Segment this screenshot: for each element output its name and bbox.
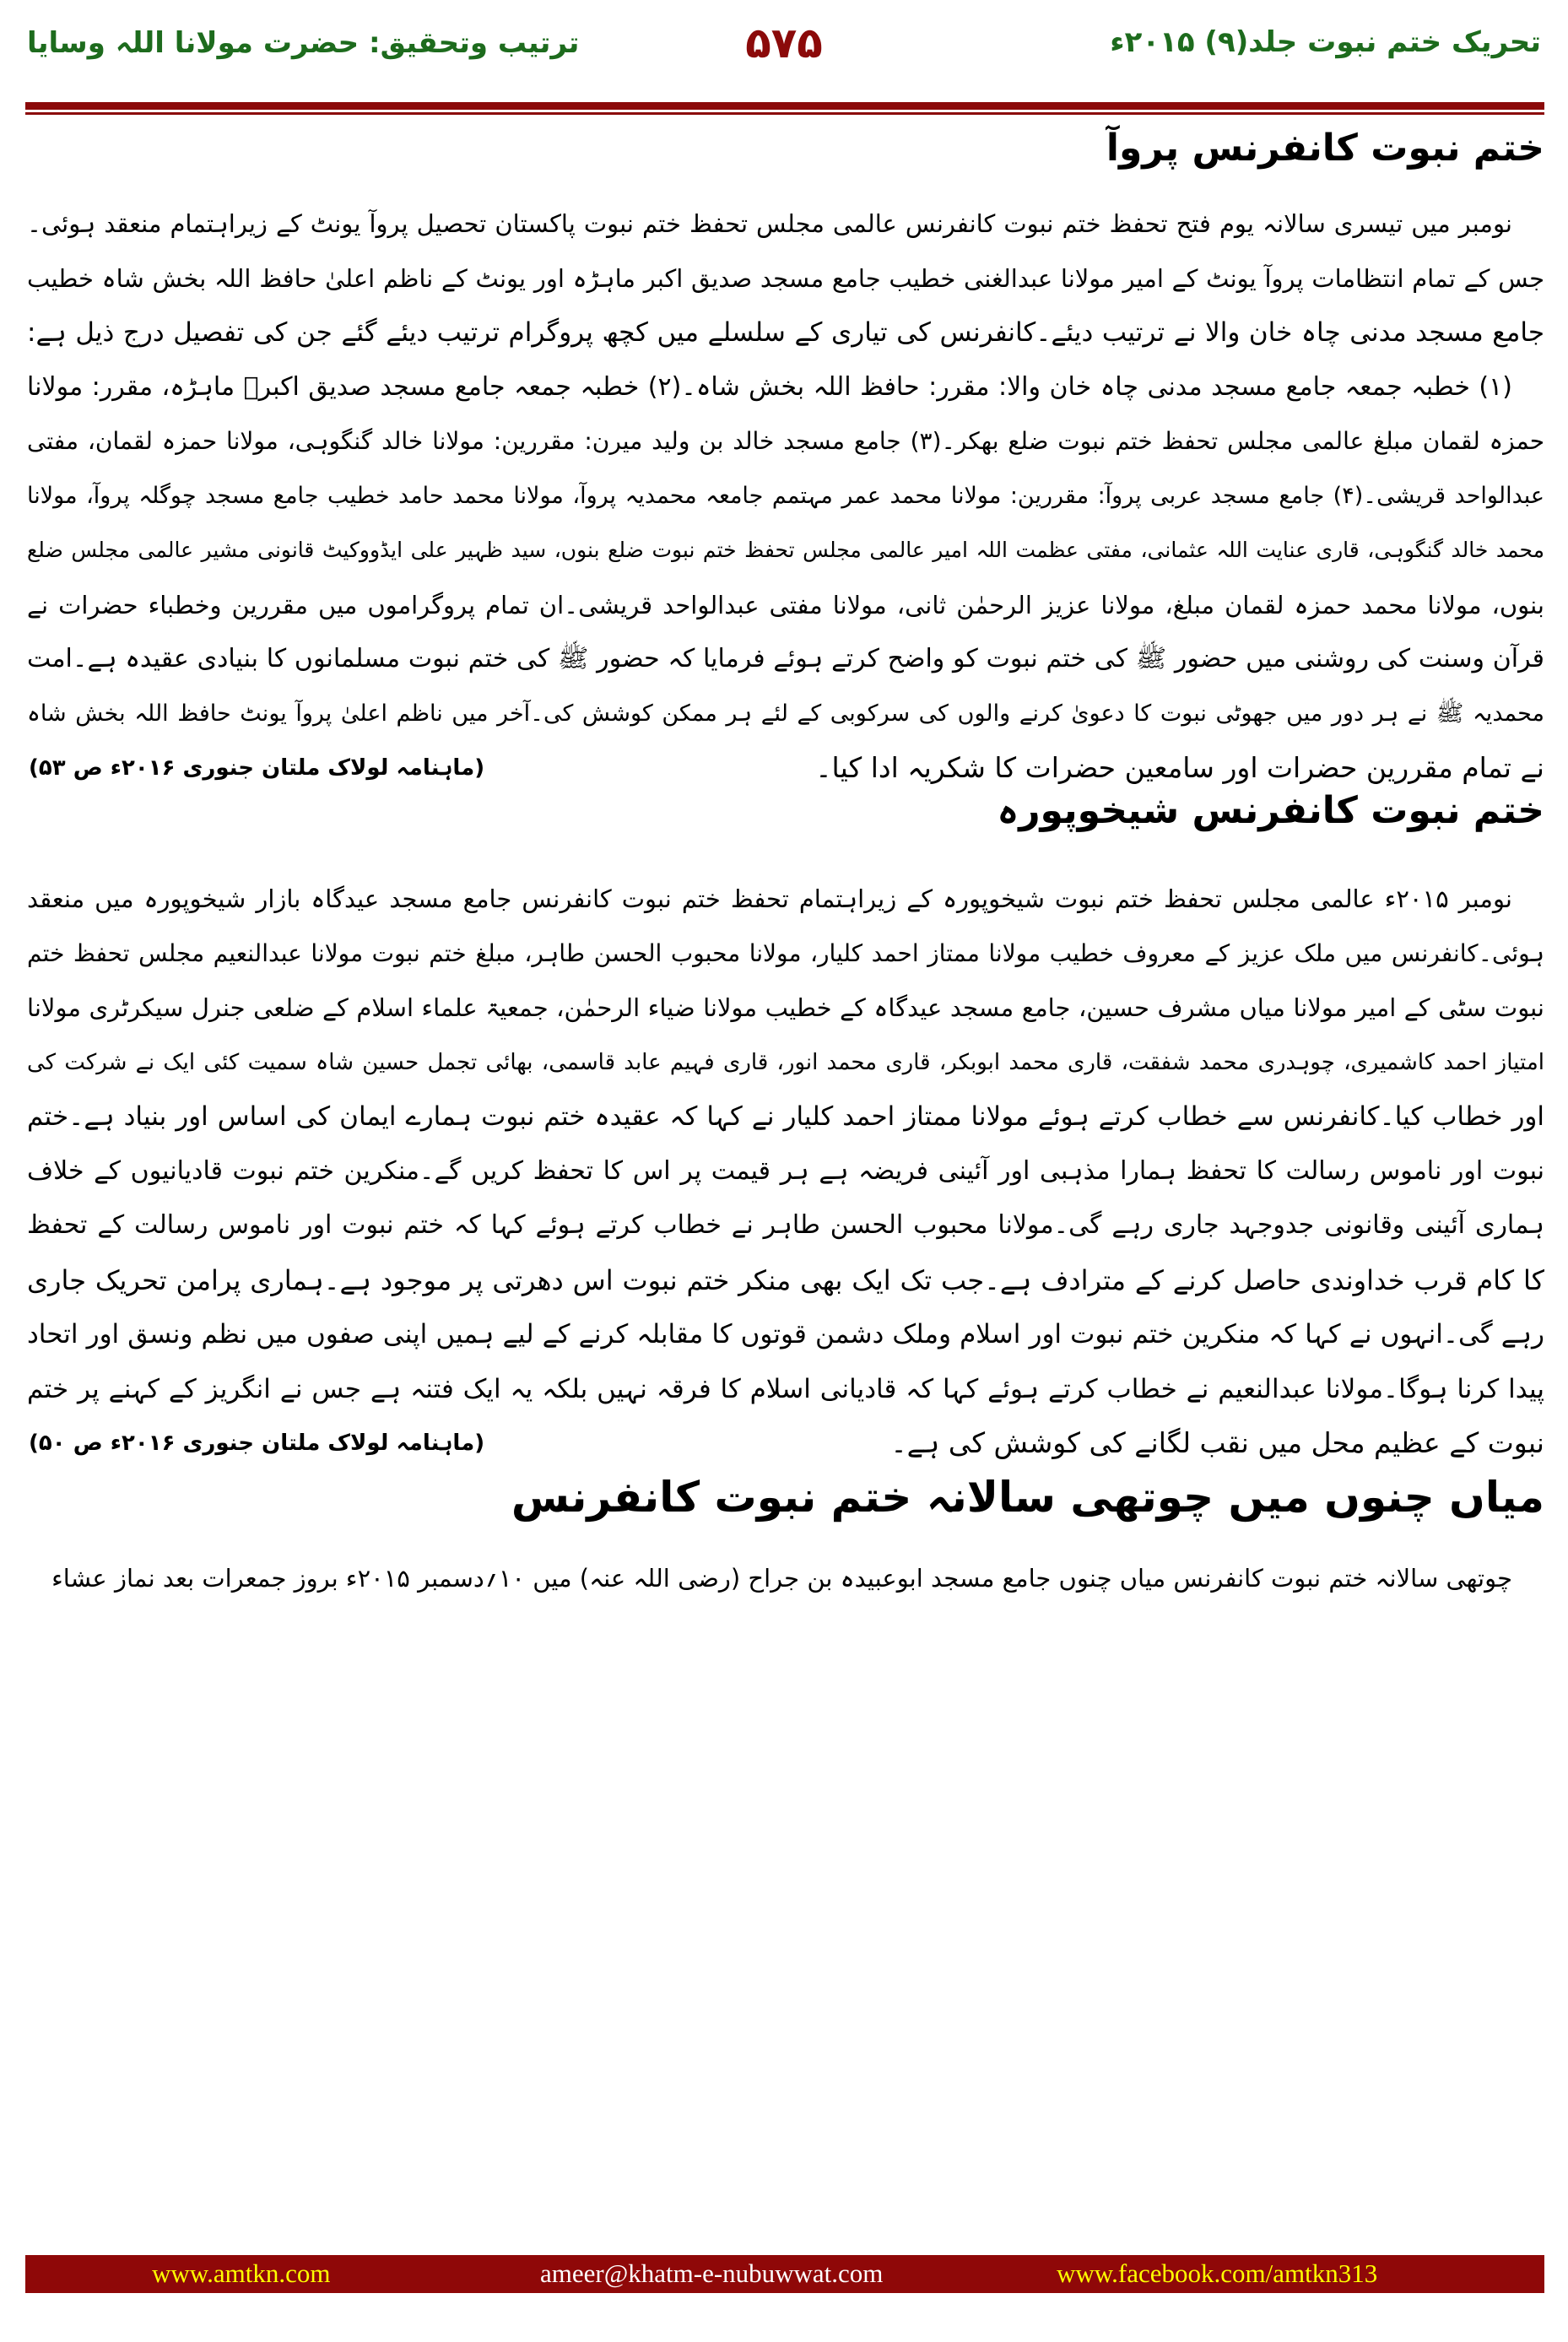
paragraph-line: محمدیہ ﷺ نے ہر دور میں جھوٹی نبوت کا دعویٰ کرنے والوں کی سرکوبی کے لئے ہر ممکن کوشش کی۔آخر میں ناظم اعلیٰ پروآ یونٹ حافظ اللہ بخش شاہ [27,700,1544,727]
paragraph-line: رہے گی۔انہوں نے کہا کہ منکرین ختم نبوت اور اسلام وملک دشمن قوتوں کا مقابلہ کرنے کے لیے ہمیں اپنی صفوں میں نظم ونسق اور اتحاد [27,1319,1544,1349]
paragraph-line: ہوئی۔کانفرنس میں ملک عزیز کے معروف خطیب مولانا ممتاز احمد کلیار، مولانا محبوب الحسن طاہر، مبلغ ختم نبوت مولانا عبدالنعیم مجلس تحفظ ختم [27,938,1544,967]
source-citation: (ماہنامہ لولاک ملتان جنوری ۲۰۱۶ء ص ۵۳) [29,755,485,781]
paragraph-line: نبوت کے عظیم محل میں نقب لگانے کی کوشش کی ہے۔ [890,1426,1544,1459]
paragraph-line: عبدالواحد قریشی۔(۴) جامع مسجد عربی پروآ: مقررین: مولانا محمد عمر مہتمم جامعہ محمدیہ پروآ، مولانا محمد حامد خطیب جامع مسجد چوگلہ پروآ، مولانا [27,482,1544,509]
section-heading: ختم نبوت کانفرنس پروآ [1106,127,1544,170]
paragraph-line: چوتھی سالانہ ختم نبوت کانفرنس میاں چنوں جامع مسجد ابوعبیدہ بن جراح (رضی اللہ عنہ) میں ۱۰؍دسمبر ۲۰۱۵ء بروز جمعرات بعد نماز عشاء [51,1564,1512,1593]
page-number: ۵۷۵ [745,19,823,68]
paragraph-line: نومبر ۲۰۱۵ء عالمی مجلس تحفظ ختم نبوت شیخوپورہ کے زیراہتمام تحفظ ختم نبوت کانفرنس جامع مسجد عیدگاہ بازار شیخوپورہ میں منعقد [27,884,1512,913]
compiler-credit: ترتیب وتحقیق: حضرت مولانا اللہ وسایا [27,26,580,60]
paragraph-line: اور خطاب کیا۔کانفرنس سے خطاب کرتے ہوئے مولانا ممتاز احمد کلیار نے کہا کہ عقیدہ ختم نبوت ہمارے ایمان کی اساس اور بنیاد ہے۔ختم [27,1101,1544,1132]
footer-email-link[interactable]: ameer@khatm-e-nubuwwat.com [540,2258,884,2288]
paragraph-line: پیدا کرنا ہوگا۔مولانا عبدالنعیم نے خطاب کرتے ہوئے کہا کہ قادیانی اسلام کا فرقہ نہیں بلکہ یہ ایک فتنہ ہے جس نے انگریز کے کہنے پر ختم [27,1373,1544,1404]
footer-website-link[interactable]: www.amtkn.com [152,2258,331,2288]
paragraph-line: (۱) خطبہ جمعہ جامع مسجد مدنی چاہ خان والا: مقرر: حافظ اللہ بخش شاہ۔(۲) خطبہ جمعہ جامع مسجد صدیق اکبرؓ ماہڑہ، مقرر: مولانا [27,371,1512,402]
paragraph-line: نے تمام مقررین حضرات اور سامعین حضرات کا شکریہ ادا کیا۔ [815,751,1544,784]
paragraph-line: امتیاز احمد کاشمیری، چوہدری محمد شفقت، قاری محمد ابوبکر، قاری محمد انور، قاری فہیم عابد قاسمی، بھائی تجمل حسین شاہ سمیت کئی ایک نے شرکت کی [27,1049,1544,1075]
paragraph-line: نبوت اور ناموس رسالت کا تحفظ ہمارا مذہبی اور آئینی فریضہ ہے ہر قیمت پر اس کا تحفظ کریں گے۔منکرین ختم نبوت قادیانیوں کے خلاف [27,1155,1544,1186]
paragraph-line: کا کام قرب خداوندی حاصل کرنے کے مترادف ہے۔جب تک ایک بھی منکر ختم نبوت اس دھرتی پر موجود ہے۔ہماری پرامن تحریک جاری [27,1263,1544,1296]
paragraph-line: جس کے تمام انتظامات پروآ یونٹ کے امیر مولانا عبدالغنی خطیب جامع مسجد صدیق اکبر ماہڑہ اور یونٹ کے ناظم اعلیٰ حافظ اللہ بخش شاہ خطیب [27,263,1544,293]
header-rule-thin [25,112,1544,115]
book-title: تحریک ختم نبوت جلد(۹) ۲۰۱۵ء [1110,25,1541,59]
paragraph-line: نومبر میں تیسری سالانہ یوم فتح تحفظ ختم نبوت کانفرنس عالمی مجلس تحفظ ختم نبوت پاکستان تحصیل پروآ یونٹ کے زیراہتمام منعقد ہوئی۔ [27,209,1512,238]
source-citation: (ماہنامہ لولاک ملتان جنوری ۲۰۱۶ء ص ۵۰) [29,1431,485,1456]
footer-facebook-link[interactable]: www.facebook.com/amtkn313 [1057,2258,1378,2288]
footer-bar [25,2255,1544,2293]
section-heading: ختم نبوت کانفرنس شیخوپورہ [997,789,1544,832]
paragraph-line: بنوں، مولانا محمد حمزہ لقمان مبلغ، مولانا عزیز الرحمٰن ثانی، مولانا مفتی عبدالواحد قریشی۔ان تمام پروگراموں میں مقررین وخطباء حضرات نے [27,590,1544,619]
paragraph-line: ہماری آئینی وقانونی جدوجہد جاری رہے گی۔مولانا محبوب الحسن طاہر نے خطاب کرتے ہوئے کہا کہ ختم نبوت اور ناموس رسالت کے تحفظ [27,1210,1544,1240]
paragraph-line: جامع مسجد مدنی چاہ خان والا نے ترتیب دیئے۔کانفرنس کی تیاری کے سلسلے میں کچھ پروگرام ترتیب دیئے گئے جن کی تفصیل درج ذیل ہے: [27,317,1544,348]
paragraph-line: محمد خالد گنگوہی، قاری عنایت اللہ عثمانی، مفتی عظمت اللہ امیر عالمی مجلس تحفظ ختم نبوت ضلع بنوں، سید ظہیر علی ایڈووکیٹ قانونی مشیر عالمی مجلس ضلع [27,538,1544,562]
header-rule-thick [25,102,1544,110]
paragraph-line: نبوت سٹی کے امیر مولانا میاں مشرف حسین، جامع مسجد عیدگاہ کے خطیب مولانا ضیاء الرحمٰن، جمعیۃ علماء اسلام کے ضلعی جنرل سیکرٹری مولانا [27,993,1544,1022]
paragraph-line: حمزہ لقمان مبلغ عالمی مجلس تحفظ ختم نبوت ضلع بھکر۔(۳) جامع مسجد خالد بن ولید میرن: مقررین: مولانا خالد گنگوہی، مولانا حمزہ لقمان، مفتی [27,427,1544,455]
paragraph-line: قرآن وسنت کی روشنی میں حضور ﷺ کی ختم نبوت کو واضح کرتے ہوئے فرمایا کہ حضور ﷺ کی ختم نبوت مسلمانوں کا بنیادی عقیدہ ہے۔امت [27,644,1544,673]
section-heading: میاں چنوں میں چوتھی سالانہ ختم نبوت کانفرنس [511,1473,1544,1522]
